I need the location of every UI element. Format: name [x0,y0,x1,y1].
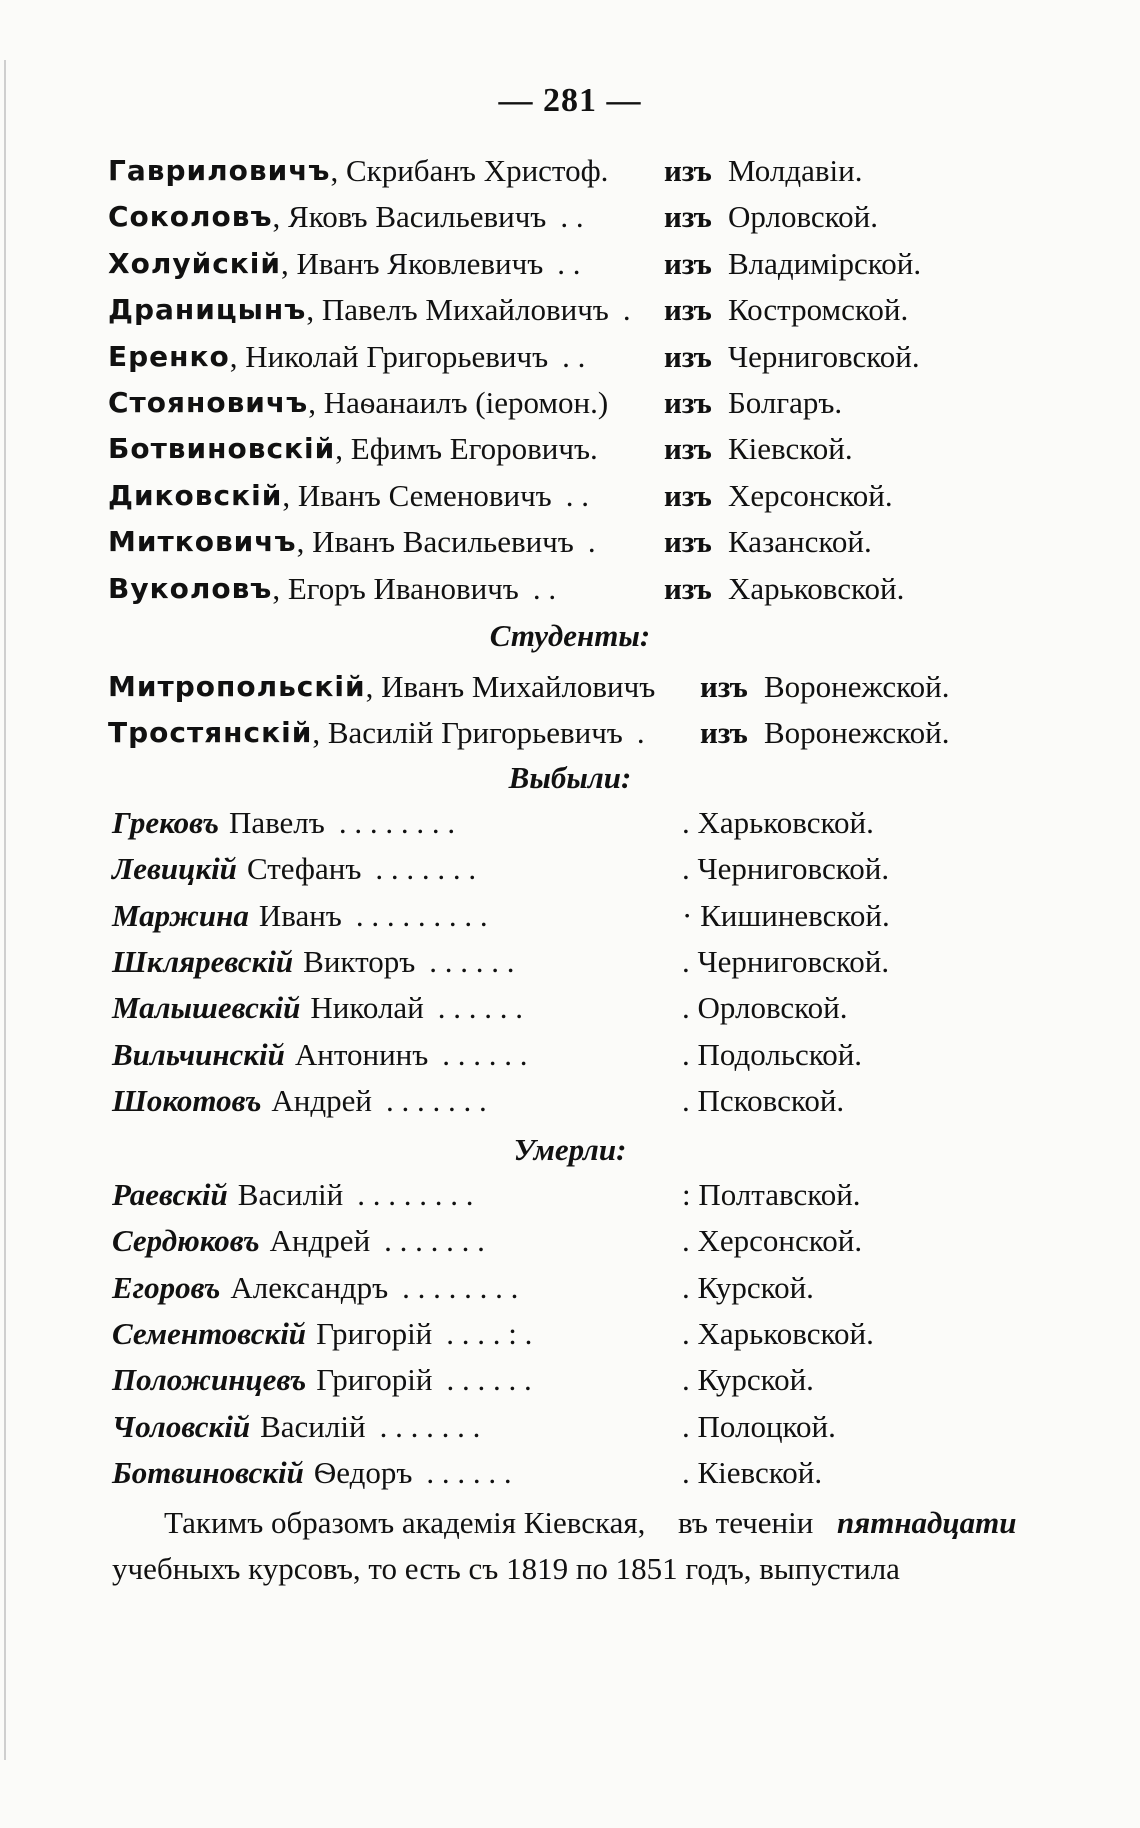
surname: Митропольскій [108,670,366,703]
leader-dots: . . . . . . . . [338,805,456,840]
surname: Диковскій [108,478,283,512]
list-item [0,710,1140,756]
leader-dots: . . . . : . [446,1315,533,1351]
given-name: , Иванъ Васильевичъ [296,524,574,560]
leader-dots: . . [560,199,584,235]
given-name: , Яковъ Васильевичъ [272,199,547,235]
paragraph-line1-emphasis: пятнадцати [837,1505,1017,1540]
leader-dots: . [622,292,631,328]
list-item [0,1357,1140,1403]
surname: Малышевскій [112,990,301,1026]
diocese: · Кишиневской. [682,897,890,933]
surname: Сердюковъ [112,1223,260,1259]
list-item [0,1172,1140,1218]
diocese: . Черниговской. [682,943,890,979]
diocese: Херсонской. [728,477,893,513]
leader-dots: . . . . . . . . . [355,897,488,933]
given-name: Василій [237,1177,344,1212]
heading-died: Умерли: [513,1132,627,1167]
list-item [0,1265,1140,1311]
given-name: , Наѳанаилъ (іеромон.) [308,385,609,420]
preposition: изъ [664,245,712,281]
given-name: Александръ [230,1269,389,1305]
diocese: . Харьковской. [682,805,874,840]
diocese: . Подольской. [682,1036,863,1072]
heading-students: Студенты: [489,618,651,653]
given-name: Стефанъ [246,851,362,887]
diocese: . Орловской. [682,990,848,1026]
diocese: Орловской. [728,199,878,235]
diocese: Харьковской. [728,570,905,606]
surname: Маржина [112,897,249,933]
surname: Гавриловичъ [108,154,331,187]
leader-dots: . . [557,245,581,281]
diocese: . Кіевской. [682,1454,823,1490]
given-name: Антонинъ [294,1036,429,1072]
preposition: изъ [664,477,712,513]
surname: Ботвиновскій [112,1454,304,1490]
list-item [0,148,1140,194]
diocese: Владимірской. [728,245,922,281]
diocese: Воронежской. [764,715,950,750]
closing-paragraph [112,1500,1032,1592]
diocese: . Курской. [682,1362,814,1398]
surname: Сементовскій [112,1315,307,1351]
list-item [0,287,1140,333]
surname: Грековъ [112,805,219,840]
list-item [0,1078,1140,1124]
surname: Еренко [108,339,230,373]
leader-dots: . . . . . . . [386,1082,487,1118]
surname: Положинцевъ [112,1362,307,1398]
surname: Егоровъ [112,1269,221,1305]
given-name: Викторъ [303,943,416,979]
diocese: . Черниговской. [682,851,890,887]
surname: Левицкій [112,851,237,887]
leader-dots: . . . . . . . . [402,1269,519,1305]
leader-dots: . . . . . . . . [357,1177,474,1212]
list-item [0,893,1140,939]
diocese: . Харьковской. [682,1315,874,1351]
given-name: , Иванъ Семеновичъ [282,477,552,513]
diocese: Воронежской. [764,669,950,704]
list-item [0,426,1140,472]
list-item [0,800,1140,846]
surname: Холуйскій [108,246,282,280]
preposition: изъ [664,338,712,374]
diocese: . Полоцкой. [682,1408,836,1444]
given-name: , Иванъ Михайловичъ [365,669,656,704]
given-name: Василій [260,1408,366,1444]
given-name: Андрей [271,1082,373,1118]
surname: Драницынъ [108,293,307,327]
leader-dots: . . [562,338,586,374]
given-name: Григорій [316,1362,433,1398]
given-name: , Павелъ Михайловичъ [306,292,609,328]
diocese: . Курской. [682,1269,814,1305]
list-item [0,664,1140,710]
diocese: . Псковской. [682,1082,845,1118]
leader-dots: . . . . . . [426,1454,512,1490]
preposition: изъ [664,292,712,328]
list-item [0,194,1140,240]
surname: Стояновичъ [108,386,309,419]
given-name: , Иванъ Яковлевичъ [281,245,544,281]
given-name: Ѳедоръ [313,1454,413,1490]
preposition: изъ [664,570,712,606]
list-item [0,1404,1140,1450]
list-item [0,1218,1140,1264]
list-item [0,566,1140,612]
surname: Соколовъ [108,200,273,234]
surname: Вуколовъ [108,571,273,605]
leader-dots: . . . . . . [446,1362,532,1398]
heading-left: Выбыли: [508,760,632,795]
diocese: Кіевской. [728,431,853,467]
given-name: Павелъ [228,805,325,840]
leader-dots: . . . . . . . [375,851,477,887]
leader-dots: . . [565,477,589,513]
given-name: Иванъ [258,897,342,933]
given-name: Николай [310,990,424,1026]
list-item [0,334,1140,380]
diocese: Костромской. [728,292,909,328]
preposition: изъ [664,153,712,188]
list-item [0,985,1140,1031]
list-item [0,939,1140,985]
surname: Митковичъ [108,525,297,559]
list-item [0,241,1140,287]
leader-dots: . . . . . . [429,943,515,979]
list-item [0,846,1140,892]
leader-dots: . [587,524,596,560]
list-item [0,519,1140,565]
list-item [0,380,1140,426]
diocese: Казанской. [728,524,872,560]
preposition: изъ [700,669,748,704]
given-name: , Ефимъ Егоровичъ. [335,431,598,467]
leader-dots: . [636,715,645,750]
list-item [0,1311,1140,1357]
surname: Раевскій [112,1177,228,1212]
leader-dots: . . . . . . . [379,1408,481,1444]
leader-dots: . . . . . . [442,1036,528,1072]
list-item [0,1032,1140,1078]
paragraph-line1-a: Такимъ образомъ академія Кіевская, [164,1505,646,1540]
paragraph-line1-b: въ теченіи [678,1505,814,1540]
diocese: Черниговской. [728,338,920,374]
preposition: изъ [664,431,712,467]
surname: Ботвиновскій [108,432,336,466]
surname: Шокотовъ [112,1082,262,1118]
preposition: изъ [664,524,712,560]
diocese: : Полтавской. [682,1177,861,1212]
page-number: — 281 — [498,82,642,119]
preposition: изъ [664,199,712,235]
diocese: Молдавіи. [728,153,863,188]
given-name: , Василій Григорьевичъ [312,715,623,750]
given-name: , Николай Григорьевичъ [229,338,549,374]
given-name: , Скрибанъ Христоф. [330,153,609,188]
leader-dots: . . . . . . . [384,1223,485,1259]
list-item [0,1450,1140,1496]
paragraph-line2: учебныхъ курсовъ, то есть съ 1819 по 1851 годъ, выпустила [112,1551,900,1586]
surname: Чоловскій [112,1408,251,1444]
preposition: изъ [664,385,712,420]
diocese: . Херсонской. [682,1223,863,1259]
surname: Вильчинскій [112,1036,285,1072]
surname: Шкляревскій [112,943,294,979]
surname: Тростянскій [108,716,313,749]
given-name: Андрей [269,1223,371,1259]
leader-dots: . . [532,570,557,606]
given-name: Григорій [316,1315,433,1351]
given-name: , Егоръ Ивановичъ [272,570,519,606]
preposition: изъ [700,715,748,750]
leader-dots: . . . . . . [437,990,524,1026]
diocese: Болгаръ. [728,385,843,420]
list-item [0,473,1140,519]
